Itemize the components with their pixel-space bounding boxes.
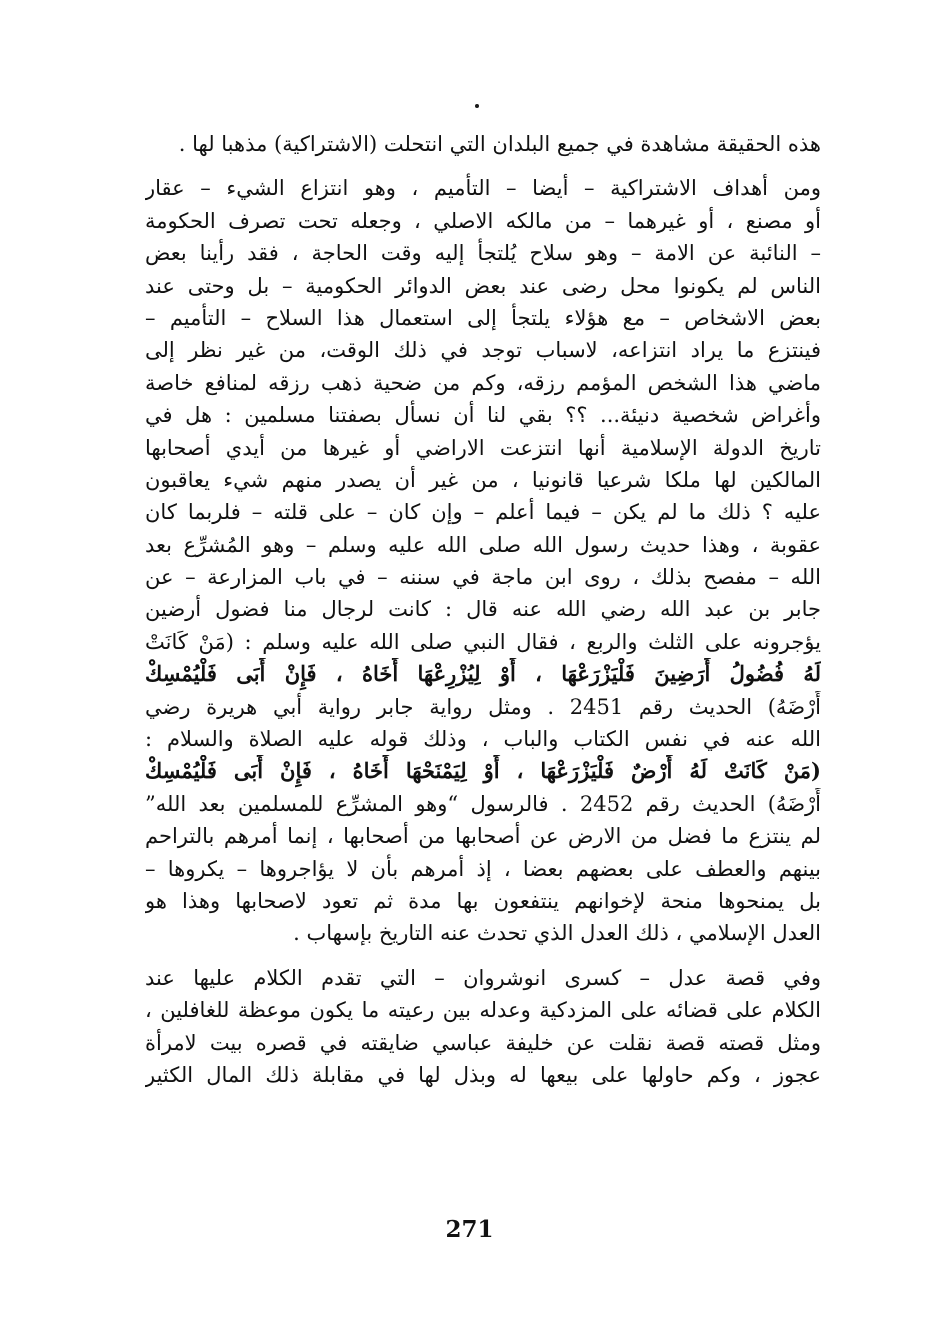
body-text <box>145 128 821 1091</box>
text-line: بل يمنحوها منحة لإخوانهم ينتفعون بها مدة ثم تعود لاصحابها وهذا هو <box>145 888 821 913</box>
text-line: وفي قصة عدل – كسرى انوشروان – التي تقدم الكلام عليها عند <box>145 965 821 990</box>
text-line: لم ينتزع ما فضل من الارض عن أصحابها من أصحابها ، إنما أمرهم بالتراحم <box>145 824 821 849</box>
hadith-line: لَهُ فُضُولُ أَرَضِينَ فَلْيَزْرَعْهَا ، أَوْ لِيُزْرِعْهَا أَخَاهُ ، فَإِنْ أَبَى فَلْيُمْسِكْ <box>145 661 821 687</box>
text-line: الكلام على قضائه على المزدكية وعدله بين رعيته ما يكون موعظة للغافلين ، <box>145 998 821 1023</box>
text-line: الله عنه في نفس الكتاب والباب ، وذلك قوله عليه الصلاة والسلام : <box>145 727 821 752</box>
hadith-line: (مَنْ كَانَتْ لَهُ أَرْضٌ فَلْيَزْرَعْهَا ، أَوْ لِيَمْنَحْهَا أَخَاهُ ، فَإِنْ أَبَى فَلْيُمْسِكْ <box>145 758 821 784</box>
paragraph-gap <box>145 950 821 962</box>
text-line: بينهم والعطف على بعضهم بعضا ، إذ أمرهم بأن لا يؤاجروها – يكروها – <box>145 856 821 881</box>
text-line: جابر بن عبد الله رضي الله عنه قال : كانت لرجال منا فضول أرضين <box>145 597 821 622</box>
text-line: ومثل قصته قصة نقلت عن خليفة عباسي ضايقته في قصره بيت لامرأة <box>145 1030 821 1055</box>
text-line: العدل الإسلامي ، ذلك العدل الذي تحدث عنه التاريخ بإسهاب . <box>293 921 821 946</box>
text-line: عجوز ، وكم حاولها على بيعها له وبذل لها في مقابلة ذلك المال الكثير <box>145 1062 821 1087</box>
text-line: يؤجرونه على الثلث والربع ، فقال النبي صلى الله عليه وسلم : (مَنْ كَانَتْ <box>145 629 821 654</box>
text-line: أَرْضَهُ) الحديث رقم 2451 . ومثل رواية جابر رواية أبي هريرة رضي <box>145 694 821 719</box>
text-line: – النائبة عن الامة – وهو سلاح يُلتجأ إليه وقت الحاجة ، فقد رأينا بعض <box>145 241 821 266</box>
text-line: عليه ؟ ذلك ما لم يكن – فيما أعلم – وإن كان – على قلته – فلربما كان <box>145 500 821 525</box>
ink-dot <box>475 104 479 108</box>
text-line: ومن أهداف الاشتراكية – أيضا – التأميم ، وهو انتزاع الشيء – عقار <box>145 176 821 201</box>
paragraph-gap <box>145 160 821 172</box>
text-line: الناس لم يكونوا محل رضى عند بعض الدوائر الحكومية – بل وحتى عند <box>145 273 821 298</box>
page-number: 271 <box>445 1216 494 1243</box>
text-line: فينتزع ما يراد انتزاعه، لاسباب توجد في ذلك الوقت، من غير نظر إلى <box>145 338 821 363</box>
text-line: الله – مفصح بذلك ، روى ابن ماجة في سننه – في باب المزارعة – عن <box>145 565 821 590</box>
text-line: هذه الحقيقة مشاهدة في جميع البلدان التي انتحلت (الاشتراكية) مذهبا لها . <box>178 132 821 156</box>
text-line: أو مصنع ، أو غيرهما – من مالكه الاصلي ، وجعله تحت تصرف الحكومة <box>145 208 821 233</box>
text-line: وأغراض شخصية دنيئة... ؟؟ بقي لنا أن نسأل بصفتنا مسلمين : هل في <box>145 403 821 428</box>
text-line: ماضي هذا الشخص المؤمم رزقه، وكم من ضحية ذهب رزقه لمنافع خاصة <box>145 370 821 395</box>
text-line: المالكين لها ملكا شرعيا قانونيا ، من غير أن يصدر منهم شيء يعاقبون <box>145 467 821 492</box>
text-line: تاريخ الدولة الإسلامية أنها انتزعت الاراضي أو غيرها من أيدي أصحابها <box>145 435 821 460</box>
text-line: بعض الاشخاص – مع هؤلاء يلتجأ إلى استعمال هذا السلاح – التأميم – <box>145 305 821 330</box>
text-line: أَرْضَهُ) الحديث رقم 2452 . فالرسول “وهو المشرِّع للمسلمين بعد الله” <box>145 791 821 816</box>
text-line: عقوبة ، وهذا حديث رسول الله صلى الله عليه وسلم – وهو المُشرِّع بعد <box>145 532 821 557</box>
